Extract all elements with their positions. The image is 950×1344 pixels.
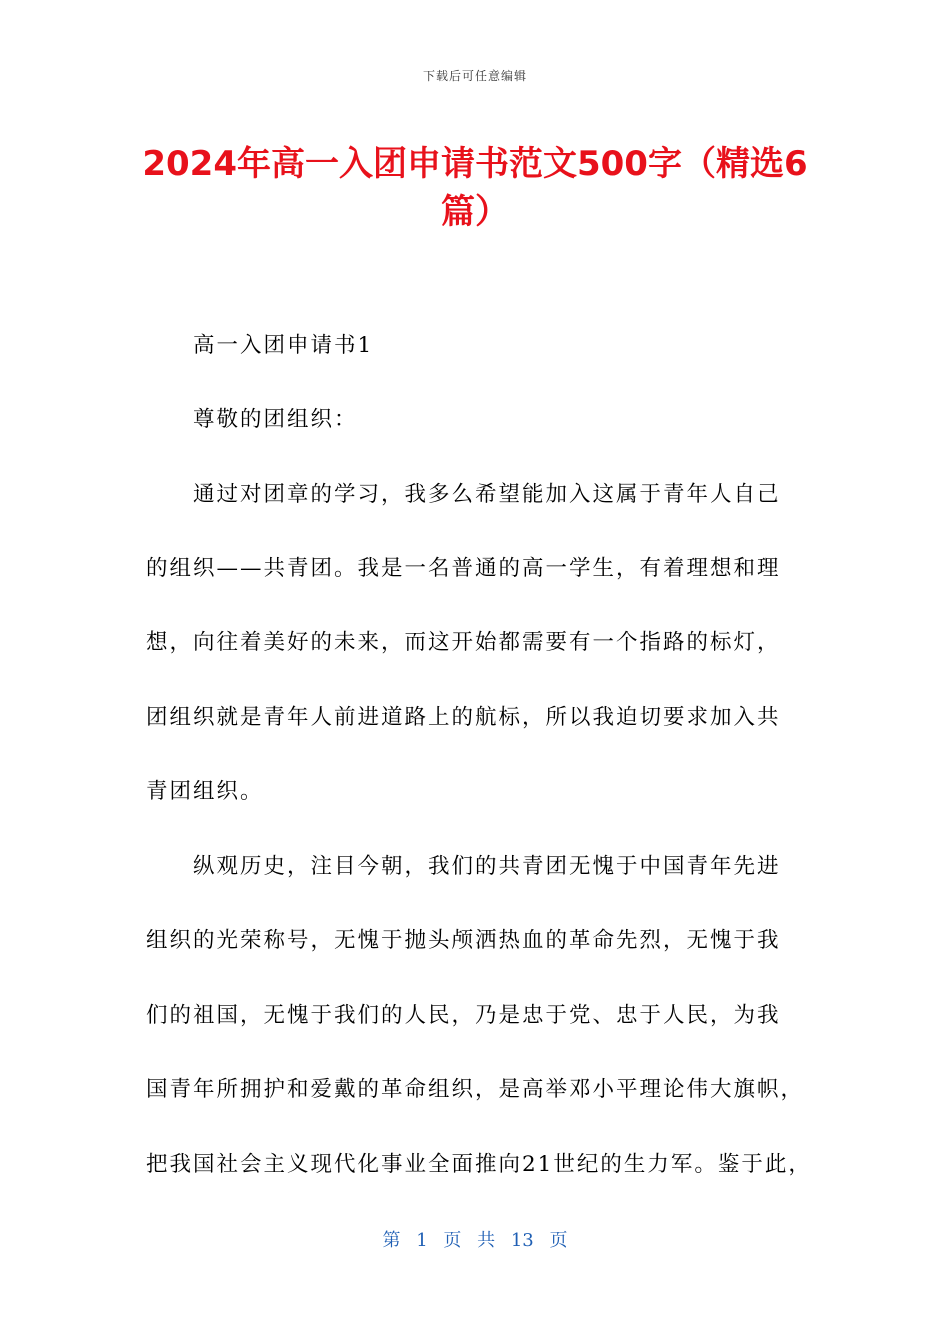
paragraph-line: 把我国社会主义现代化事业全面推向21世纪的生力军。鉴于此，: [146, 1152, 812, 1177]
paragraph-line: 通过对团章的学习，我多么希望能加入这属于青年人自己: [193, 482, 781, 507]
paragraph-line: 纵观历史，注目今朝，我们的共青团无愧于中国青年先进: [193, 854, 781, 879]
page-number-footer: 第 1 页 共 13 页: [382, 1230, 568, 1251]
salutation: 尊敬的团组织：: [193, 407, 358, 432]
paragraph-line: 国青年所拥护和爱戴的革命组织，是高举邓小平理论伟大旗帜，: [146, 1077, 805, 1102]
title-line-2: 篇）: [441, 192, 509, 232]
paragraph-line: 团组织就是青年人前进道路上的航标，所以我迫切要求加入共: [146, 705, 781, 730]
document-title: [120, 140, 830, 236]
paragraph-line: 们的祖国，无愧于我们的人民，乃是忠于党、忠于人民，为我: [146, 1003, 781, 1028]
section-heading: 高一入团申请书1: [193, 333, 374, 358]
paragraph-line: 组织的光荣称号，无愧于抛头颅洒热血的革命先烈，无愧于我: [146, 928, 781, 953]
title-line-1: 2024年高一入团申请书范文500字（精选6: [142, 144, 808, 184]
paragraph-line: 青团组织。: [146, 779, 264, 804]
paragraph-line: 想，向往着美好的未来，而这开始都需要有一个指路的标灯，: [146, 630, 781, 655]
header-note: 下载后可任意编辑: [422, 69, 527, 83]
paragraph-line: 的组织——共青团。我是一名普通的高一学生，有着理想和理: [146, 556, 781, 581]
